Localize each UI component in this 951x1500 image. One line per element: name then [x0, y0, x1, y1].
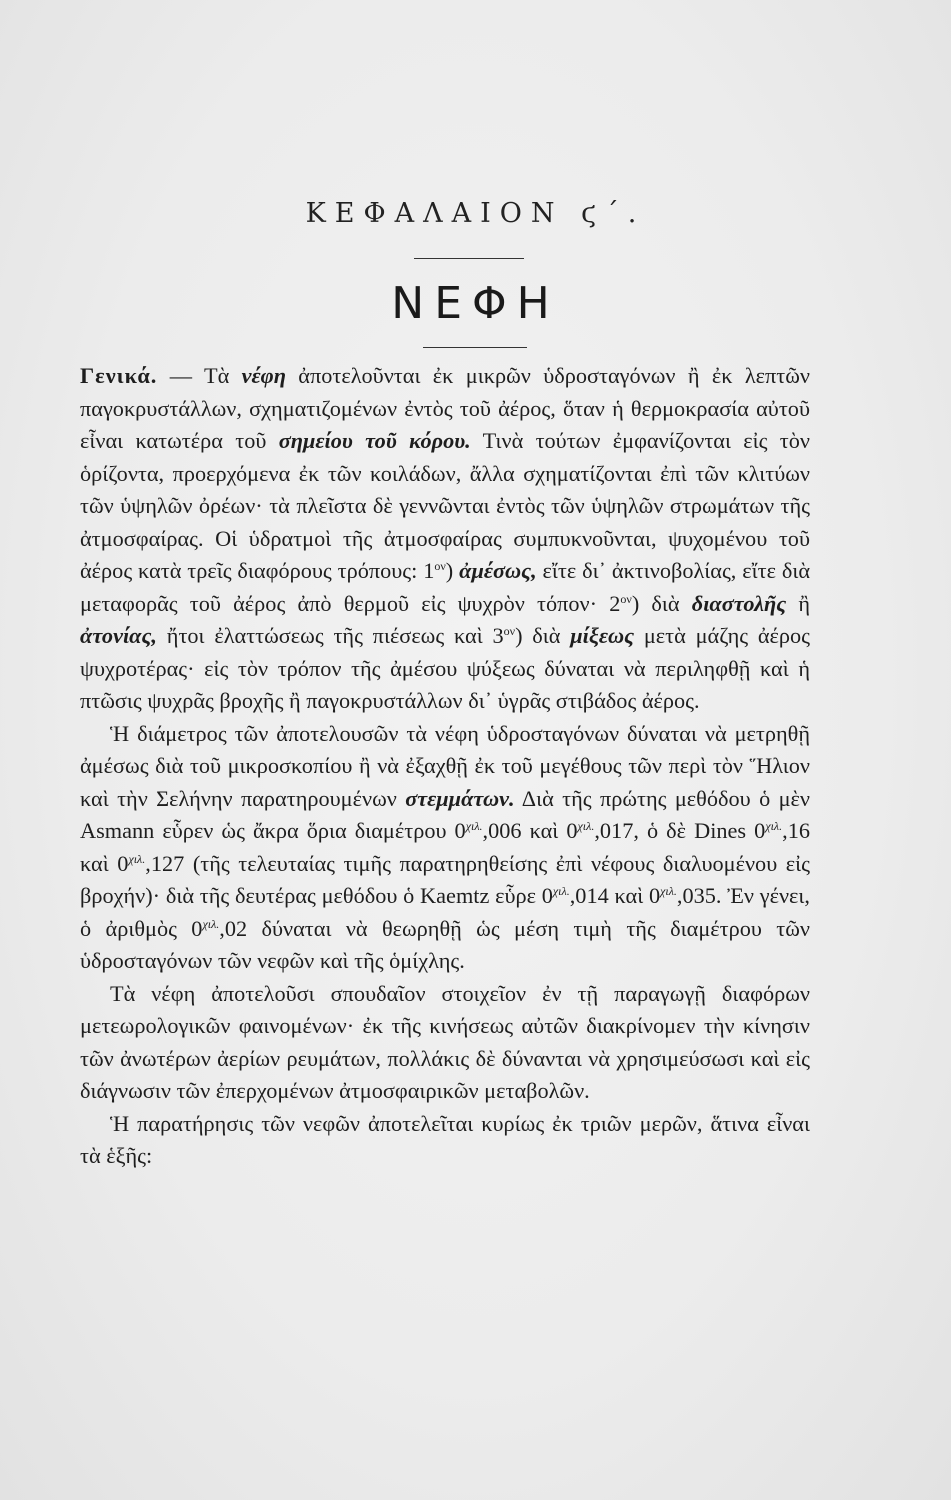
divider-rule	[414, 258, 524, 259]
text-run: ) διὰ	[515, 623, 571, 648]
paragraph-lead: Γενικά.	[80, 363, 158, 388]
unit-suffix: χιλ.	[465, 819, 483, 833]
text-run: Τινὰ τούτων ἐμφανίζονται εἰς τὸν ὁρίζοντα, προερχόμενα ἐκ τῶν κοιλάδων, ἄλλα σχηματίζονται ἐπὶ τῶν κλιτύων τῶν ὑψηλῶν ὀρέων· τὰ πλεῖστα δὲ γεννῶνται ἐντὸς τῶν ὑψηλῶν στρωμάτων τῆς ἀτμοσφαίρας. Οἱ ὑδρατμοὶ τῆς ἀτμοσφαίρας συμπυκνοῦνται, ψυχομένου τοῦ ἀέρος κατὰ τρεῖς διαφόρους τρόπους: 1	[80, 428, 810, 583]
text-run: )	[445, 558, 460, 583]
ordinal-suffix: ον	[620, 591, 632, 606]
text-run: — Τὰ	[157, 363, 242, 388]
paragraph	[80, 718, 810, 978]
ordinal-suffix: ον	[503, 624, 516, 638]
ordinal-suffix: ον	[434, 559, 446, 573]
text-run: μετὰ μάζης ἀέρος ψυχροτέρας· εἰς τὸν τρόπον τῆς ἀμέσου ψύξεως δύναται νὰ περιληφθῇ καὶ ἡ πτῶσις ψυχρᾶς βροχῆς ἢ παγοκρυστάλλων δι᾽ ὑγρᾶς στιβάδος ἀέρος.	[80, 623, 810, 713]
unit-suffix: χιλ.	[765, 819, 783, 833]
text-run: ἤτοι ἐλαττώσεως τῆς πιέσεως καὶ 3	[157, 623, 504, 648]
unit-suffix: χιλ.	[128, 851, 146, 866]
paragraph: Τὰ νέφη ἀποτελοῦσι σπουδαῖον στοιχεῖον ἐν τῇ παραγωγῇ διαφόρων μετεωρολογικῶν φαινομένων· ἐκ τῆς κινήσεως αὐτῶν διακρίνομεν τὴν κίνησιν τῶν ἀνωτέρων ἀερίων ρευμάτων, πολλάκις δὲ δύνανται νὰ χρησιμεύσωσι καὶ εἰς διάγνωσιν τῶν ἐπερχομένων ἀτμοσφαιρικῶν μεταβολῶν.	[80, 980, 810, 1103]
text-run: ἢ	[786, 590, 811, 616]
chapter-heading: ΚΕΦΑΛΑΙΟΝ ϛ΄.	[305, 198, 646, 229]
page-title: ΝΕΦΗ	[391, 278, 560, 329]
unit-suffix: χιλ.	[577, 819, 595, 833]
text-run: ,127 (τῆς τελευταίας τιμῆς παρατηρηθείσης ἐπὶ νέφους διαλυομένου εἰς βροχήν)· διὰ τῆς δευτέρας μεθόδου ὁ Kaemtz εὗρε 0	[80, 850, 810, 908]
text-run: ἀποτελοῦνται ἐκ μικρῶν ὑδροσταγόνων ἢ ἐκ λεπτῶν παγοκρυστάλλων, σχηματιζομένων ἐντὸς τοῦ ἀέρος, ὅταν ἡ θερμοκρασία αὐτοῦ εἶναι κατωτέρα τοῦ	[80, 363, 810, 453]
text-run: ,02 δύναται νὰ θεωρηθῇ ὡς μέση τιμὴ τῆς διαμέτρου τῶν ὑδροσταγόνων τῶν νεφῶν καὶ τῆς ὁμίχλης.	[80, 915, 810, 973]
term: στεμμάτων.	[405, 785, 515, 811]
paragraph	[80, 360, 810, 718]
text-run: ,035. Ἐν γένει, ὁ ἀριθμὸς 0	[80, 883, 810, 941]
text-run: ,006 καὶ 0	[482, 818, 578, 843]
text-run: Διὰ τῆς πρώτης μεθόδου ὁ μὲν Asmann εὗρεν ὡς ἄκρα ὅρια διαμέτρου 0	[80, 785, 810, 843]
unit-suffix: χιλ.	[202, 916, 220, 931]
term: νέφη	[241, 363, 286, 388]
term: ἀτονίας,	[80, 623, 158, 648]
text-run: εἴτε δι᾽ ἀκτινοβολίας, εἴτε διὰ μεταφορᾶς τοῦ ἀέρος ἀπὸ θερμοῦ εἰς ψυχρὸν τόπον· 2	[80, 558, 810, 616]
term: διαστολῆς	[691, 590, 787, 616]
text-run: ,16 καὶ 0	[80, 818, 810, 876]
unit-suffix: χιλ.	[552, 884, 570, 898]
paragraph: Ἡ παρατήρησις τῶν νεφῶν ἀποτελεῖται κυρίως ἐκ τριῶν μερῶν, ἅτινα εἶναι τὰ ἑξῆς:	[80, 1110, 810, 1168]
unit-suffix: χιλ.	[660, 884, 677, 898]
text-run: ) διὰ	[631, 590, 692, 616]
text-run: ,014 καὶ 0	[569, 883, 661, 908]
term: μίξεως	[570, 623, 635, 648]
term: σημείου τοῦ κόρου.	[278, 428, 471, 453]
text-run: Ἡ διάμετρος τῶν ἀποτελουσῶν τὰ νέφη ὑδροσταγόνων δύναται νὰ μετρηθῇ ἀμέσως διὰ τοῦ μικροσκοπίου ἢ νὰ ἐξαχθῇ ἐκ τοῦ μεγέθους τῶν περὶ τὸν Ἥλιον καὶ τὴν Σελήνην παρατηρουμένων	[80, 720, 810, 811]
body-text	[80, 360, 810, 1173]
divider-rule	[423, 347, 527, 348]
term: ἀμέσως,	[459, 558, 537, 583]
text-run: ,017, ὁ δὲ Dines 0	[594, 818, 766, 843]
